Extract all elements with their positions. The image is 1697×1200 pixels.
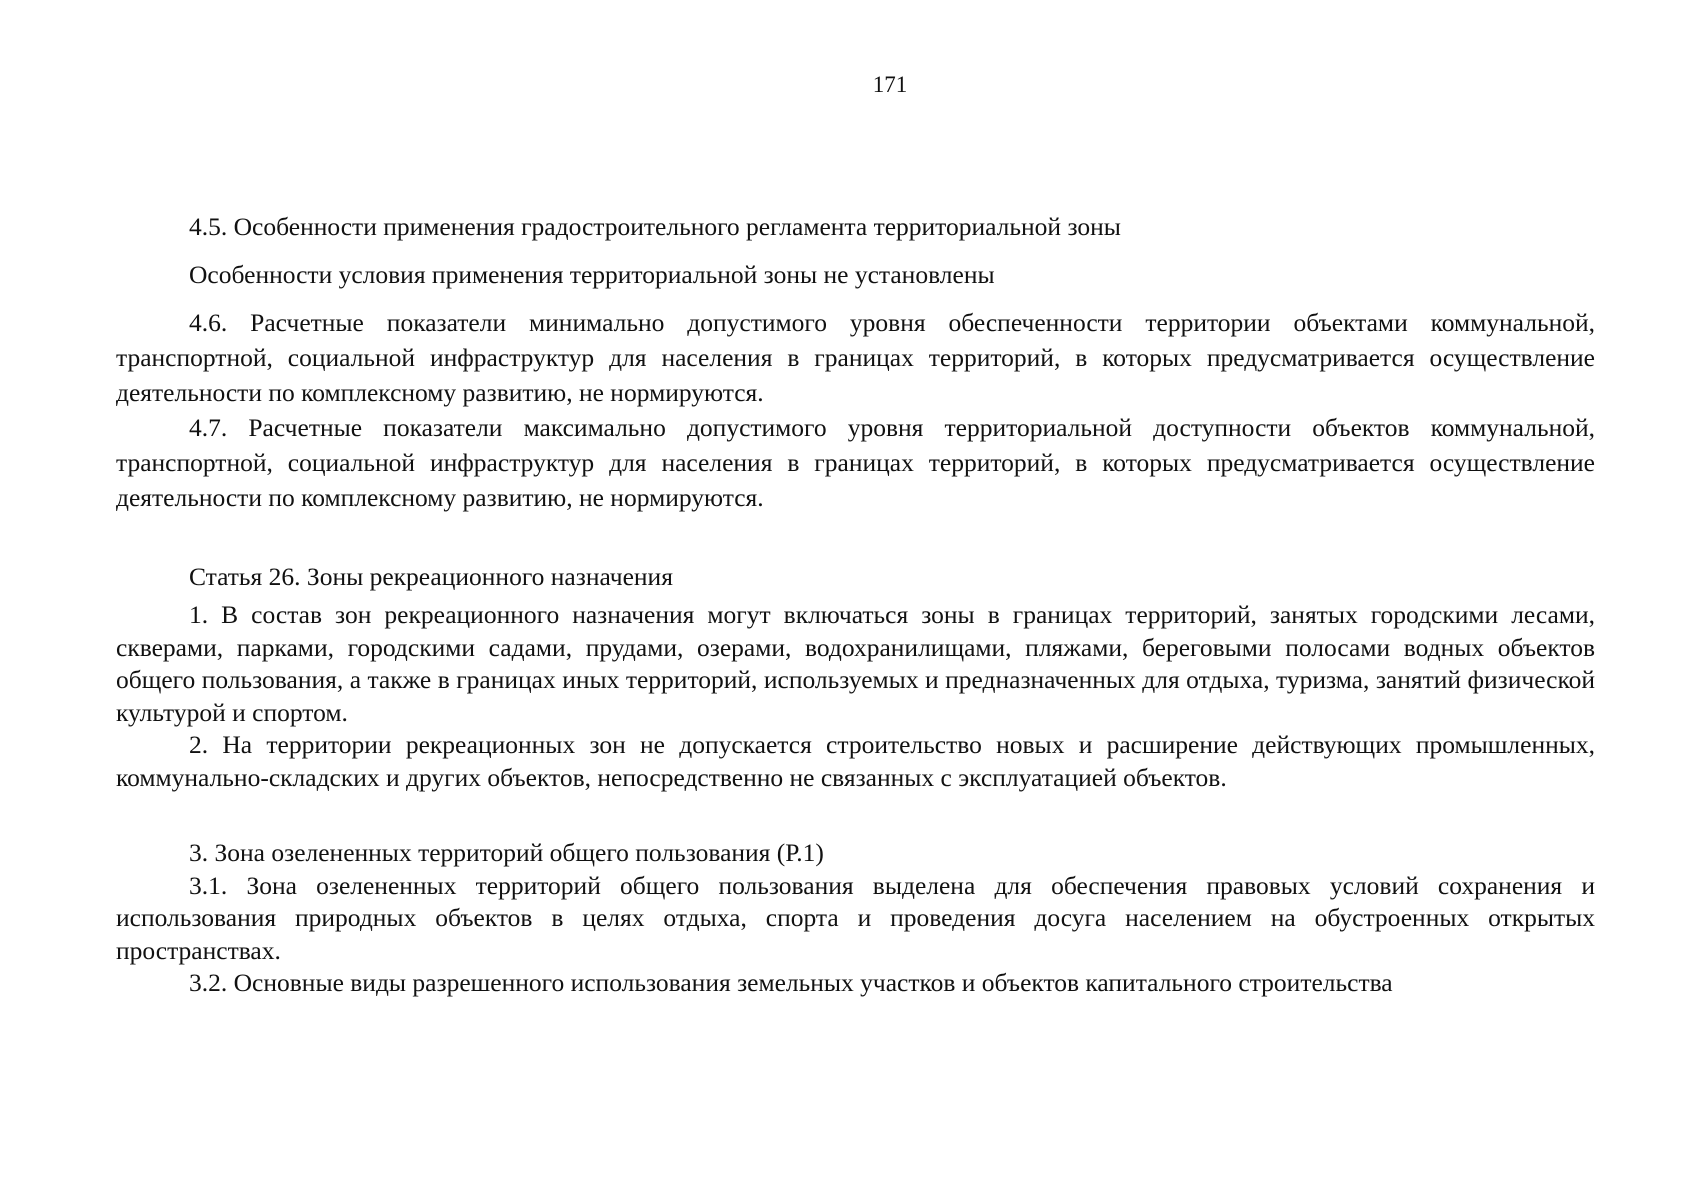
zone-r1-item-3-2: 3.2. Основные виды разрешенного использования земельных участков и объектов капитального строительства bbox=[189, 968, 1393, 997]
section-4-5-text: Особенности условия применения территориальной зоны не установлены bbox=[189, 260, 995, 289]
zone-r1-item-3-1: 3.1. Зона озелененных территорий общего пользования выделена для обеспечения правовых условий сохранения и использования природных объектов в целях отдыха, спорта и проведения досуга населением на обустроенных открытых пространствах. bbox=[116, 870, 1595, 965]
document-body bbox=[116, 209, 1595, 1000]
section-4-7-paragraph: 4.7. Расчетные показатели максимально допустимого уровня территориальной доступности объектов коммунальной, транспортной, социальной инфраструктур для населения в границах территорий, в которых предусматривается осуществление деятельности по комплексному развитию, не нормируются. bbox=[116, 413, 1595, 512]
section-4-5-heading: 4.5. Особенности применения градостроительного регламента территориальной зоны bbox=[189, 212, 1121, 241]
section-4-6-paragraph: 4.6. Расчетные показатели минимально допустимого уровня обеспеченности территории объектами коммунальной, транспортной, социальной инфраструктур для населения в границах территорий, в которых предусматривается осуществление деятельности по комплексному развитию, не нормируются. bbox=[116, 308, 1595, 407]
page-number: 171 bbox=[872, 72, 908, 97]
article-26-item-2: 2. На территории рекреационных зон не допускается строительство новых и расширение действующих промышленных, коммунально-складских и других объектов, непосредственно не связанных с эксплуатацией объектов. bbox=[116, 730, 1595, 792]
article-26-heading: Статья 26. Зоны рекреационного назначения bbox=[189, 562, 673, 591]
article-26-item-1: 1. В состав зон рекреационного назначения могут включаться зоны в границах территорий, занятых городскими лесами, скверами, парками, городскими садами, прудами, озерами, водохранилищами, пляжами, береговыми полосами водных объектов общего пользования, а также в границах иных территорий, используемых и предназначенных для отдыха, туризма, занятий физической культурой и спортом. bbox=[116, 600, 1595, 727]
zone-r1-heading: 3. Зона озелененных территорий общего пользования (Р.1) bbox=[189, 838, 824, 867]
